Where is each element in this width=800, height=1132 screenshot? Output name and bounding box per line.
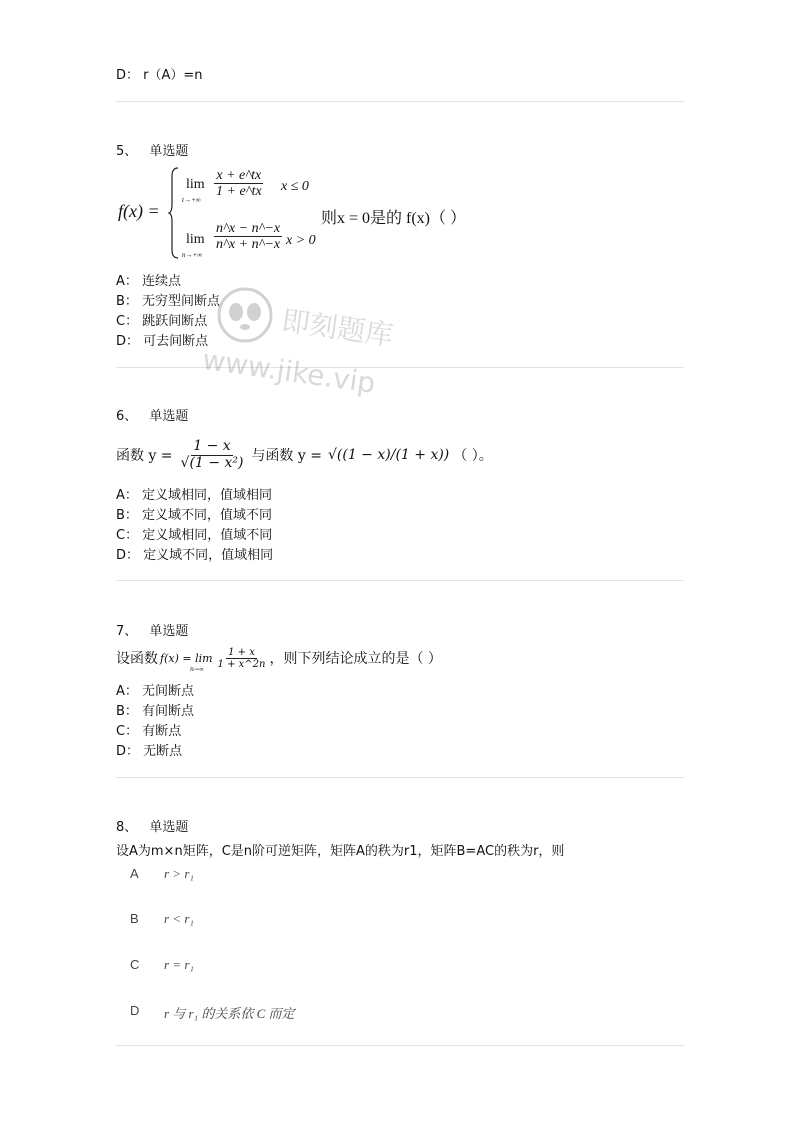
q6-f1-num: 1 − x bbox=[193, 438, 231, 455]
q7-lim-sub: n→∞ bbox=[190, 665, 204, 673]
q7-formula: f(x) = lim n→∞ bbox=[160, 651, 213, 673]
q5-brace bbox=[168, 166, 180, 260]
q5-case1-num: x + e^tx bbox=[216, 168, 262, 183]
q5-option-a[interactable]: A： 连续点 bbox=[116, 274, 182, 289]
q5-case1-den: 1 + e^tx bbox=[216, 184, 262, 200]
q5-case2-cond: x > 0 bbox=[286, 233, 316, 248]
q7-option-c[interactable]: C： 有断点 bbox=[116, 724, 182, 739]
q6-f2: √((1 − x)/(1 + x)) bbox=[327, 447, 450, 463]
q6-option-b[interactable]: B： 定义域不同，值域不同 bbox=[116, 508, 273, 523]
q5-case1-sub: t→+∞ bbox=[182, 196, 201, 204]
q5-stem-tail: 则x = 0是的 f(x)（ ） bbox=[321, 210, 467, 227]
q4-option-d[interactable]: D： r（A）=n bbox=[116, 68, 203, 83]
q6-tail: （ ）。 bbox=[453, 448, 493, 464]
q5-f-of-x: f(x) = bbox=[118, 201, 160, 221]
q8-option-c-value: r = r₁ bbox=[164, 957, 194, 972]
q8-option-a-value: r > r₁ bbox=[164, 866, 194, 881]
q7-option-b[interactable]: B： 有间断点 bbox=[116, 704, 195, 719]
divider bbox=[116, 580, 684, 581]
q5-case2-frac bbox=[214, 221, 282, 253]
q8-option-d-label: D bbox=[130, 1003, 140, 1018]
q5-case2-den: n^x + n^−x bbox=[216, 237, 281, 253]
q5-option-c[interactable]: C： 跳跃间断点 bbox=[116, 314, 208, 329]
q8-option-d-value: r 与 r₁ 的关系依 C 而定 bbox=[164, 1006, 295, 1021]
q8-number: 8、 bbox=[116, 820, 138, 835]
q5-option-d[interactable]: D： 可去间断点 bbox=[116, 334, 209, 349]
q8-header bbox=[116, 816, 188, 835]
q7-lead: 设函数 bbox=[116, 651, 158, 667]
q5-case2-sub: n→+∞ bbox=[182, 251, 203, 259]
q6-option-d[interactable]: D： 定义域不同，值域相同 bbox=[116, 548, 274, 563]
divider bbox=[116, 777, 684, 778]
q5-number: 5、 bbox=[116, 144, 138, 159]
q7-frac-num: 1 + x bbox=[228, 646, 255, 658]
q8-option-b-label: B bbox=[130, 911, 139, 926]
watermark-url: www.jike.vip bbox=[200, 343, 378, 400]
panda-logo-icon bbox=[215, 285, 275, 345]
q6-type: 单选题 bbox=[149, 409, 189, 424]
q6-formula bbox=[116, 430, 493, 480]
q5-case1-lim: lim bbox=[186, 177, 205, 192]
q5-case1-frac bbox=[214, 168, 264, 200]
q5-option-b[interactable]: B： 无穷型间断点 bbox=[116, 294, 221, 309]
q5-case2-lim: lim bbox=[186, 232, 205, 247]
q8-option-c-label: C bbox=[130, 957, 140, 972]
q6-number: 6、 bbox=[116, 409, 138, 424]
q7-number: 7、 bbox=[116, 624, 138, 639]
q5-header bbox=[116, 140, 188, 159]
q6-mid: 与函数 y = bbox=[251, 448, 322, 464]
q7-type: 单选题 bbox=[149, 624, 189, 639]
q7-tail: ，则下列结论成立的是（ ） bbox=[269, 651, 442, 667]
q5-case2-num: n^x − n^−x bbox=[216, 221, 281, 236]
q6-f1-den: √(1 − x²) bbox=[180, 454, 244, 471]
q6-option-a[interactable]: A： 定义域相同，值域相同 bbox=[116, 488, 273, 503]
q7-frac-den: 1 + x^2n bbox=[217, 658, 266, 670]
q7-option-a[interactable]: A： 无间断点 bbox=[116, 684, 195, 699]
q8-option-b-value: r < r₁ bbox=[164, 911, 194, 926]
watermark-cn: 即刻题库 bbox=[279, 303, 396, 353]
q6-header bbox=[116, 405, 188, 424]
q8-option-a-label: A bbox=[130, 866, 139, 881]
q7-header bbox=[116, 620, 188, 639]
q7-stem bbox=[116, 640, 442, 676]
divider bbox=[116, 101, 684, 102]
q5-type: 单选题 bbox=[149, 144, 189, 159]
divider bbox=[116, 367, 684, 368]
q5-case1-cond: x ≤ 0 bbox=[281, 179, 309, 194]
q8-type: 单选题 bbox=[149, 820, 189, 835]
q7-option-d[interactable]: D： 无断点 bbox=[116, 744, 183, 759]
q8-stem: 设A为m×n矩阵，C是n阶可逆矩阵，矩阵A的秩为r1，矩阵B=AC的秩为r，则 bbox=[116, 844, 565, 859]
q6-lead: 函数 y = bbox=[116, 448, 173, 464]
q6-option-c[interactable]: C： 定义域相同，值域不同 bbox=[116, 528, 273, 543]
divider bbox=[116, 1045, 684, 1046]
